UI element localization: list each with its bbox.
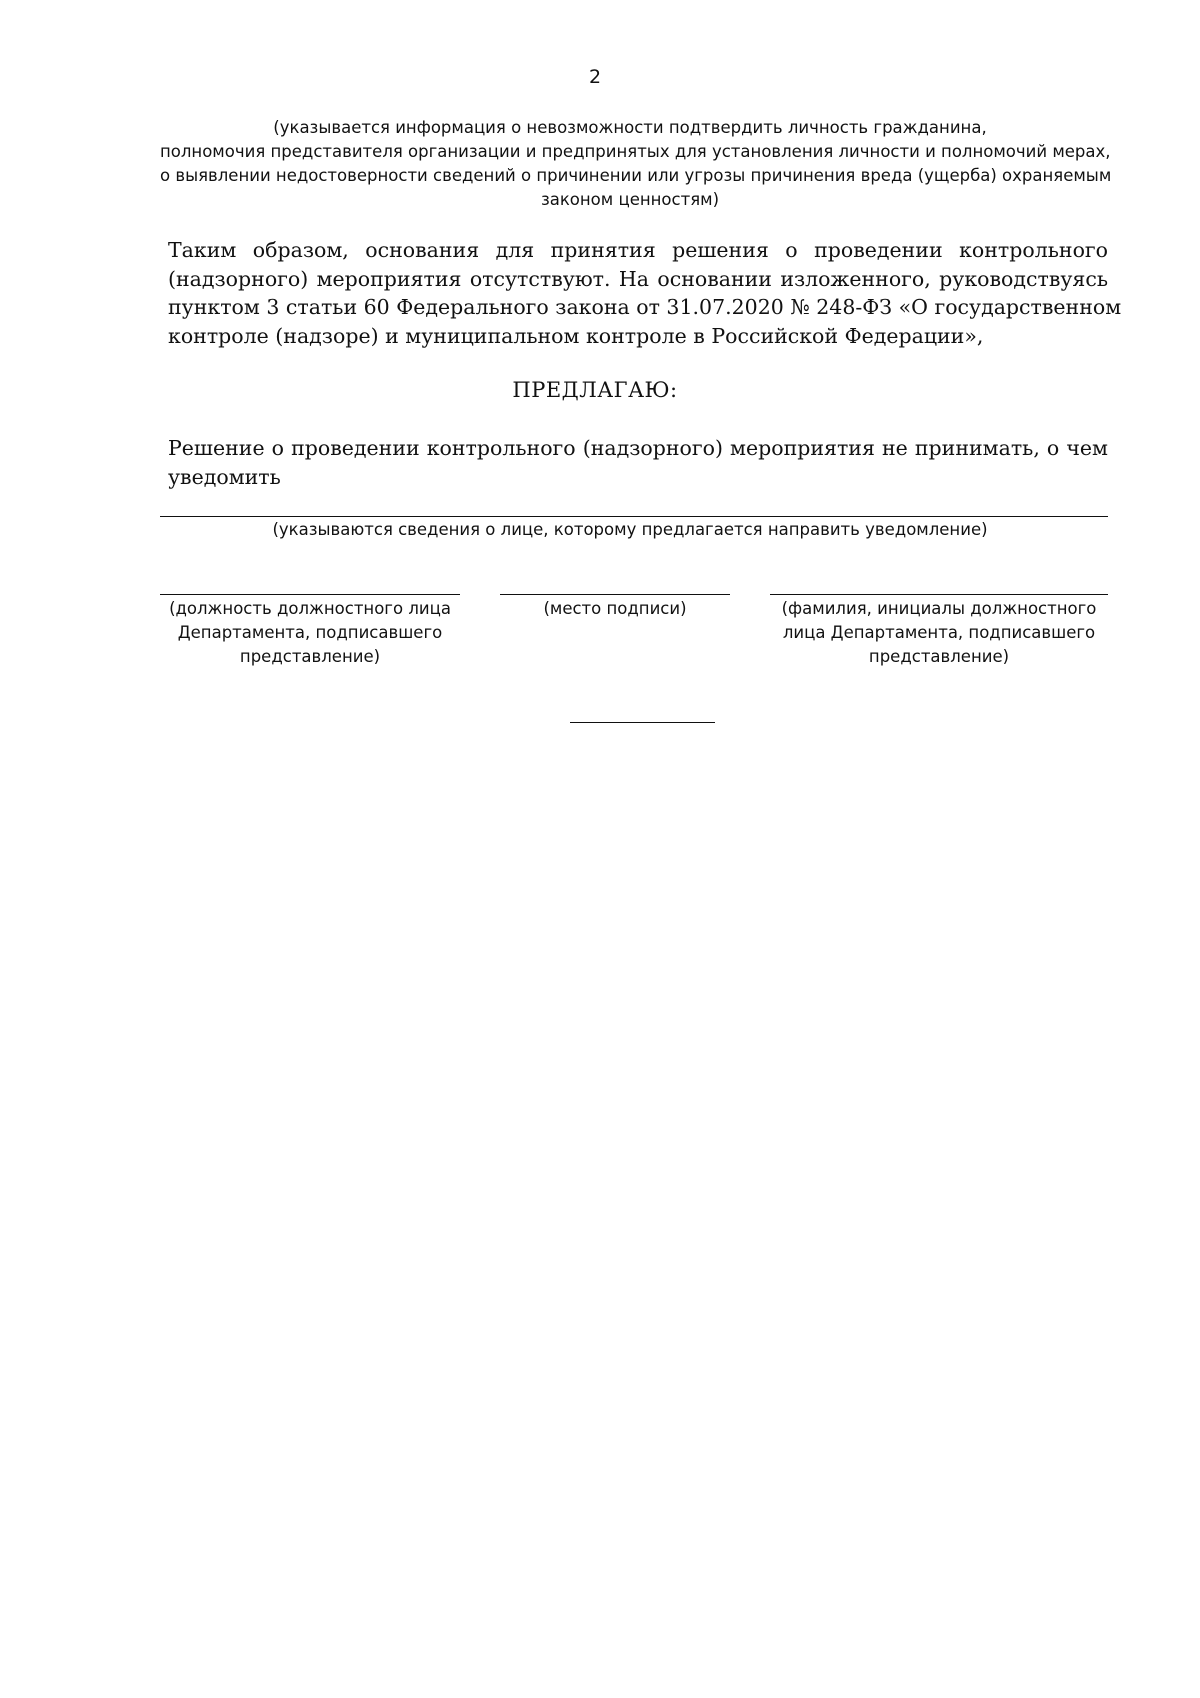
signature-place-line	[500, 594, 730, 595]
position-signature-line	[160, 594, 460, 595]
recipient-fill-line	[160, 516, 1108, 517]
identity-note-line: полномочия представителя организации и предпринятых для установления личности и полномочий мерах,	[160, 142, 1111, 161]
end-of-document-line	[570, 722, 715, 723]
decision-line: уведомить	[168, 464, 281, 489]
signature-place-caption-line: (место подписи)	[543, 599, 687, 618]
page-number: 2	[588, 66, 602, 88]
signature-place-caption	[500, 597, 730, 621]
identity-verification-note	[160, 116, 1112, 212]
decision-line: Решение о проведении контрольного (надзорного) мероприятия не принимать, о чем	[168, 436, 1108, 460]
name-signature-line	[770, 594, 1108, 595]
position-caption	[160, 597, 460, 669]
conclusion-line: (надзорного) мероприятия отсутствуют. На основании изложенного, руководствуясь	[168, 266, 1108, 291]
conclusion-line: Таким образом, основания для принятия решения о проведении контрольного	[168, 238, 1108, 262]
conclusion-paragraph	[168, 236, 1122, 350]
proposal-heading: ПРЕДЛАГАЮ:	[512, 378, 678, 402]
name-caption	[770, 597, 1108, 669]
position-caption-line: (должность должностного лица	[169, 599, 451, 618]
recipient-note: (указываются сведения о лице, которому предлагается направить уведомление)	[272, 520, 988, 539]
name-caption-line: (фамилия, инициалы должностного	[781, 599, 1097, 618]
name-caption-line: представление)	[868, 647, 1010, 666]
decision-paragraph	[168, 434, 1108, 491]
position-caption-line: Департамента, подписавшего	[177, 623, 443, 642]
identity-note-line: законом ценностям)	[540, 190, 720, 209]
identity-note-line: о выявлении недостоверности сведений о причинении или угрозы причинения вреда (ущерба) охраняемым	[160, 166, 1112, 185]
identity-note-line: (указывается информация о невозможности подтвердить личность гражданина,	[273, 118, 987, 137]
position-caption-line: представление)	[239, 647, 381, 666]
conclusion-line: пунктом 3 статьи 60 Федерального закона от 31.07.2020 № 248-ФЗ «О государственном	[168, 295, 1122, 319]
conclusion-line: контроле (надзоре) и муниципальном контроле в Российской Федерации»,	[168, 323, 984, 348]
name-caption-line: лица Департамента, подписавшего	[782, 623, 1096, 642]
